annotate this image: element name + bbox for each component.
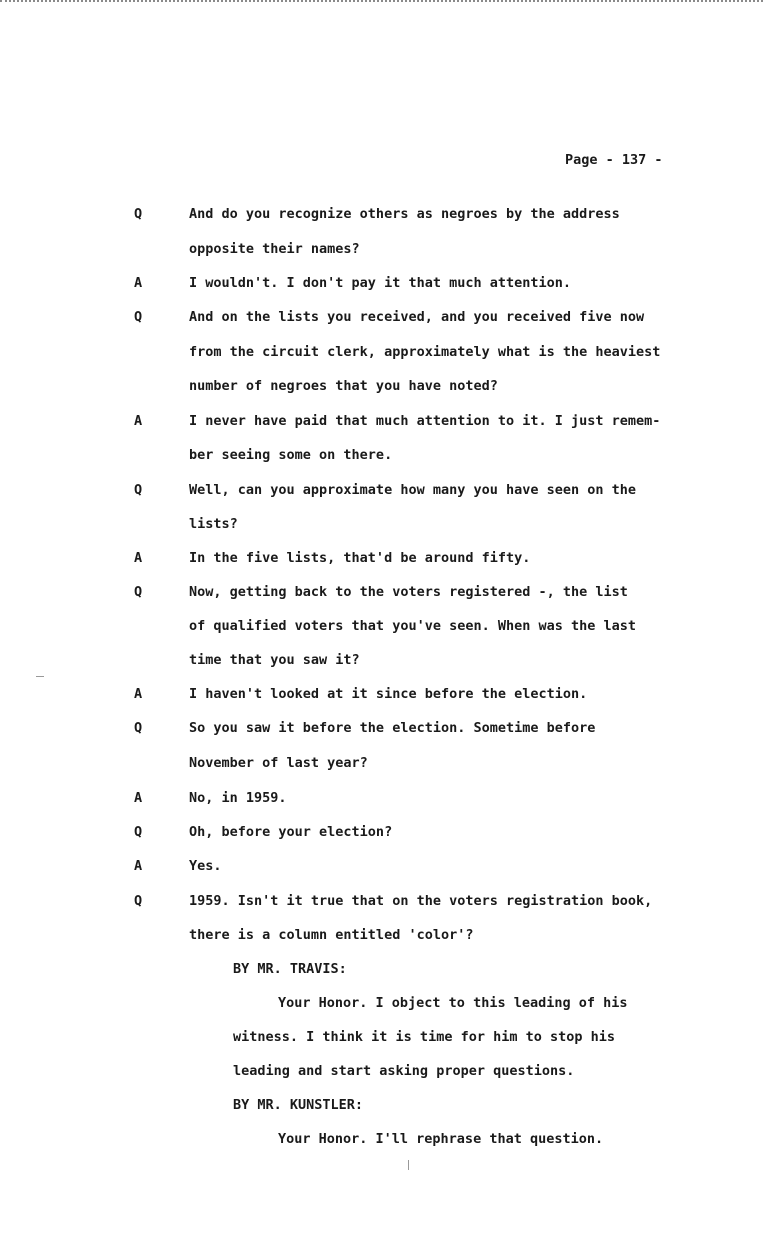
colloquy-line: Your Honor. I'll rephrase that question.	[278, 1131, 604, 1147]
speaker-a: A	[134, 858, 143, 874]
transcript-line: I never have paid that much attention to it. I just remem-	[189, 413, 661, 429]
transcript-line: number of negroes that you have noted?	[189, 378, 498, 394]
speaker-q: Q	[134, 720, 143, 736]
colloquy-line: Your Honor. I object to this leading of his	[278, 995, 628, 1011]
colloquy-line: witness. I think it is time for him to stop his	[233, 1029, 616, 1045]
speaker-q: Q	[134, 893, 143, 909]
speaker-a: A	[134, 790, 143, 806]
transcript-line: Yes.	[189, 858, 222, 874]
transcript-line: And do you recognize others as negroes by the address	[189, 206, 620, 222]
transcript-line: Now, getting back to the voters registered -, the list	[189, 584, 628, 600]
speaker-a: A	[134, 275, 143, 291]
speaker-q: Q	[134, 824, 143, 840]
transcript-line: lists?	[189, 516, 238, 532]
colloquy-attribution: BY MR. KUNSTLER:	[233, 1097, 364, 1113]
transcript-line: I haven't looked at it since before the election.	[189, 686, 588, 702]
transcript-line: opposite their names?	[189, 241, 360, 257]
transcript-line: from the circuit clerk, approximately what is the heaviest	[189, 344, 661, 360]
transcript-line: No, in 1959.	[189, 790, 287, 806]
speaker-q: Q	[134, 206, 143, 222]
page-top-border	[0, 0, 763, 4]
scan-speck	[408, 1160, 409, 1170]
transcript-line: ber seeing some on there.	[189, 447, 393, 463]
transcript-line: of qualified voters that you've seen. When was the last	[189, 618, 637, 634]
scan-speck	[36, 676, 44, 677]
transcript-line: And on the lists you received, and you received five now	[189, 309, 645, 325]
transcript-line: 1959. Isn't it true that on the voters registration book,	[189, 893, 653, 909]
colloquy-attribution: BY MR. TRAVIS:	[233, 961, 347, 977]
transcript-line: Oh, before your election?	[189, 824, 393, 840]
speaker-a: A	[134, 550, 143, 566]
transcript-line: In the five lists, that'd be around fifty.	[189, 550, 531, 566]
speaker-q: Q	[134, 482, 143, 498]
colloquy-line: leading and start asking proper questions.	[233, 1063, 575, 1079]
transcript-line: I wouldn't. I don't pay it that much attention.	[189, 275, 572, 291]
speaker-q: Q	[134, 309, 143, 325]
transcript-line: November of last year?	[189, 755, 368, 771]
speaker-a: A	[134, 686, 143, 702]
transcript-line: there is a column entitled 'color'?	[189, 927, 474, 943]
transcript-line: Well, can you approximate how many you have seen on the	[189, 482, 637, 498]
transcript-line: time that you saw it?	[189, 652, 360, 668]
transcript-line: So you saw it before the election. Sometime before	[189, 720, 596, 736]
speaker-q: Q	[134, 584, 143, 600]
speaker-a: A	[134, 413, 143, 429]
page-number: Page - 137 -	[565, 152, 663, 168]
